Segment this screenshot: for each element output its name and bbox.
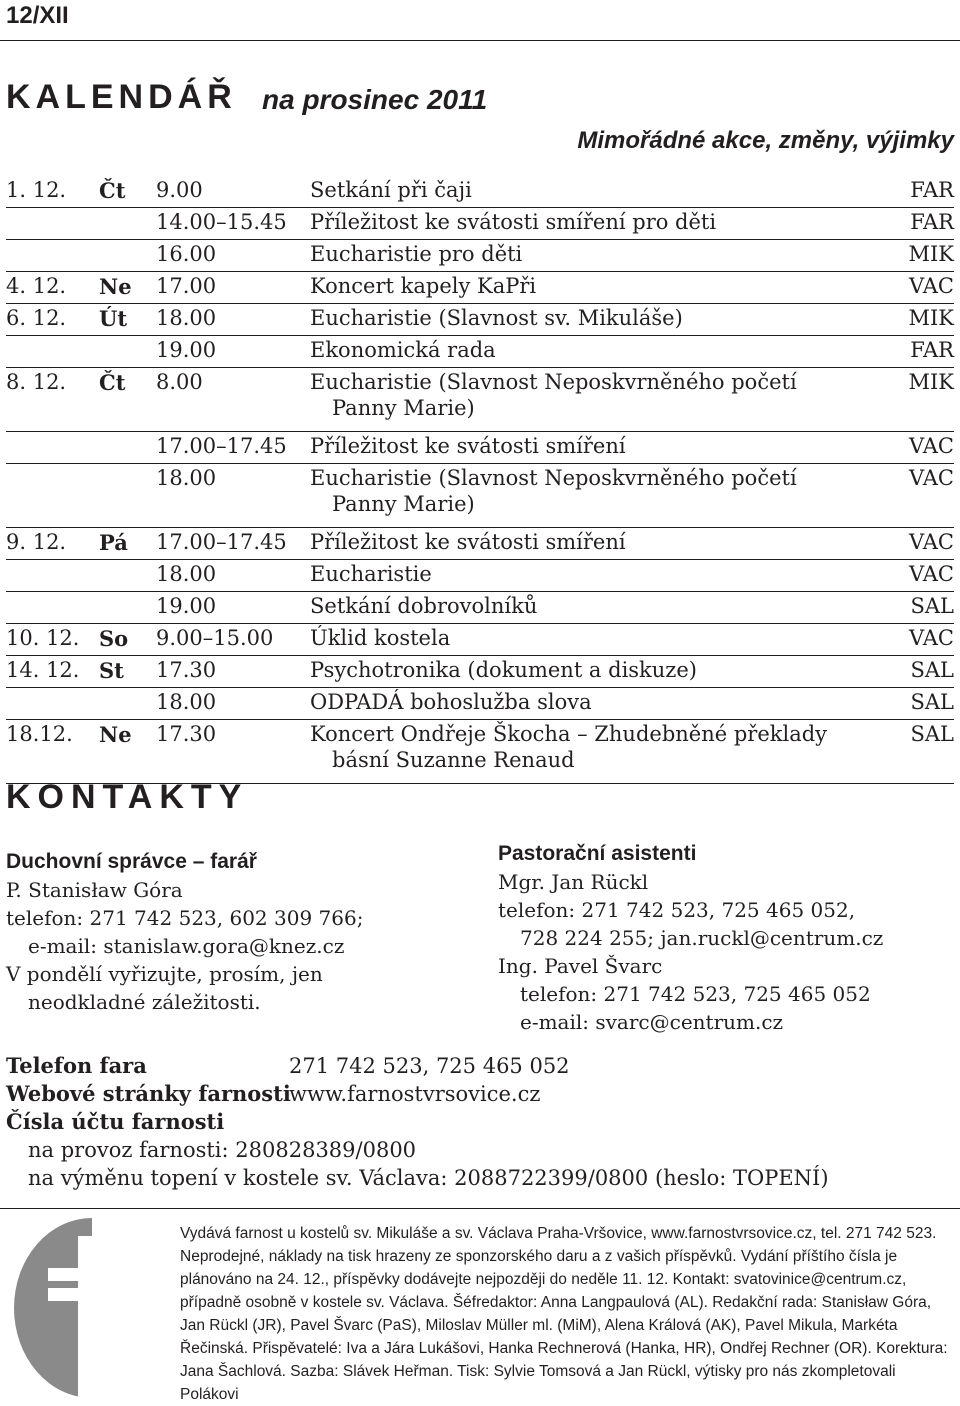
calendar-row <box>6 656 954 688</box>
calendar-time: 17.00–17.45 <box>156 434 287 458</box>
priest-contact <box>6 848 363 1016</box>
calendar-place: FAR <box>910 338 954 362</box>
calendar-place: VAC <box>909 274 954 298</box>
summary-phone-row <box>6 1052 829 1080</box>
calendar-note: Mimořádné akce, změny, výjimky <box>577 127 954 154</box>
priest-note-cont: neodkladné záležitosti. <box>28 990 261 1014</box>
calendar-day: Pá <box>99 530 128 555</box>
calendar-event-text: ODPADÁ bohoslužba slova <box>310 690 592 714</box>
calendar-date: 1. 12. <box>6 178 67 202</box>
calendar-event-text: Úklid kostela <box>310 626 451 650</box>
calendar-row <box>6 720 954 784</box>
calendar-event <box>310 306 683 330</box>
calendar-row <box>6 208 954 240</box>
calendar-date: 4. 12. <box>6 274 67 298</box>
calendar-place: FAR <box>910 210 954 234</box>
priest-note: V pondělí vyřizujte, prosím, jen <box>6 962 323 986</box>
accounts-label: Čísla účtu farnosti <box>6 1109 225 1134</box>
calendar-time: 9.00–15.00 <box>156 626 274 650</box>
calendar-event <box>310 274 536 298</box>
assistant1-phone: telefon: 271 742 523, 725 465 052, <box>498 898 856 922</box>
calendar-date: 14. 12. <box>6 658 80 682</box>
assistant2-phone: telefon: 271 742 523, 725 465 052 <box>520 982 871 1006</box>
priest-phone: telefon: 271 742 523, 602 309 766; <box>6 906 364 930</box>
calendar-place: MIK <box>908 242 954 266</box>
calendar-event <box>310 178 472 202</box>
imprint-text: Vydává farnost u kostelů sv. Mikuláše a sv. Václava Praha-Vršovice, www.farnostvrsovice.cz, tel. 271 742 523. Neprodejné, náklady na tisk hrazeny ze sponzorského daru a z vašich příspěvků. Vydání příštího čísla je plánováno na 24. 12., příspěvky dodávejte nejpozději do neděle 11. 12. Kontakt: svatovinice@centrum.cz, případně osobně v kostele sv. Václava. Šéfredaktor: Anna Langpaulová (AL). Redakční rada: Stanisław Góra, Jan Rückl (JR), Pavel Švarc (PaS), Miloslav Müller ml. (MiM), Alena Králová (AK), Pavel Mikula, Markéta Řečinská. Přispěvatelé: Iva a Jára Lukášovi, Hanka Rechnerová (Hanka, HR), Ondřej Rechner (OR). Korektura: Jana Šachlová. Sazba: Slávek Heřman. Tisk: Sylvie Tomsová a Jan Rückl, výtisky pro nás zkompletovali Polákovi <box>180 1225 948 1403</box>
calendar-day: Čt <box>99 370 126 395</box>
calendar-row <box>6 624 954 656</box>
calendar-event-cont: Panny Marie) <box>332 492 475 516</box>
calendar-time: 18.00 <box>156 690 217 714</box>
calendar-place: MIK <box>908 370 954 394</box>
calendar-event-text: Psychotronika (dokument a diskuze) <box>310 658 697 682</box>
calendar-time: 18.00 <box>156 562 217 586</box>
calendar-day: Ne <box>99 274 132 299</box>
assistants-contact <box>498 840 883 1036</box>
page-number: 12/XII <box>6 2 69 29</box>
summary-accounts-row <box>6 1108 829 1136</box>
calendar-row <box>6 368 954 432</box>
calendar-event <box>310 658 697 682</box>
calendar-event <box>310 338 496 362</box>
calendar-place: SAL <box>910 658 954 682</box>
calendar-time: 17.30 <box>156 658 217 682</box>
parish-cross-logo-icon <box>14 1218 170 1398</box>
calendar-place: SAL <box>910 690 954 714</box>
web-label: Webové stránky farnosti <box>6 1081 291 1106</box>
calendar-time: 9.00 <box>156 178 203 202</box>
calendar-event-text: Příležitost ke svátosti smíření <box>310 434 626 458</box>
calendar-subtitle: na prosinec 2011 <box>262 84 488 115</box>
calendar-date: 6. 12. <box>6 306 67 330</box>
calendar-event <box>310 626 450 650</box>
calendar-event <box>310 370 797 420</box>
phone-value: 271 742 523, 725 465 052 <box>289 1054 570 1078</box>
priest-name: P. Stanisław Góra <box>6 878 183 902</box>
calendar-day: So <box>99 626 129 651</box>
calendar-time: 14.00–15.45 <box>156 210 287 234</box>
calendar-row <box>6 688 954 720</box>
calendar-day: Út <box>99 306 128 331</box>
calendar-place: VAC <box>909 434 954 458</box>
calendar-time: 16.00 <box>156 242 217 266</box>
calendar-event <box>310 722 827 772</box>
calendar-time: 19.00 <box>156 594 217 618</box>
calendar-day: St <box>99 658 124 683</box>
assistant2-name: Ing. Pavel Švarc <box>498 954 663 978</box>
calendar-event <box>310 466 797 516</box>
calendar-event <box>310 530 626 554</box>
calendar-event <box>310 434 626 458</box>
calendar-row <box>6 272 954 304</box>
calendar-event <box>310 210 716 234</box>
calendar-day: Ne <box>99 722 132 747</box>
calendar-place: MIK <box>908 306 954 330</box>
priest-email[interactable]: e-mail: stanislaw.gora@knez.cz <box>28 934 345 958</box>
calendar-event-text: Koncert Ondřeje Škocha – Zhudebněné překlady <box>310 722 828 746</box>
assistants-heading: Pastorační asistenti <box>498 842 697 865</box>
calendar-time: 19.00 <box>156 338 217 362</box>
calendar-place: SAL <box>910 722 954 746</box>
calendar-row <box>6 304 954 336</box>
calendar-place: SAL <box>910 594 954 618</box>
calendar-row <box>6 432 954 464</box>
web-link[interactable]: www.farnostvrsovice.cz <box>289 1082 541 1106</box>
bottom-divider <box>0 1208 960 1209</box>
calendar-event-cont: Panny Marie) <box>332 396 475 420</box>
assistant2-email[interactable]: e-mail: svarc@centrum.cz <box>520 1010 784 1034</box>
calendar-date: 9. 12. <box>6 530 67 554</box>
calendar-time: 18.00 <box>156 466 217 490</box>
summary-web-row <box>6 1080 829 1108</box>
calendar-place: VAC <box>909 530 954 554</box>
calendar-event <box>310 690 592 714</box>
phone-label: Telefon fara <box>6 1053 147 1078</box>
calendar-event-text: Eucharistie pro děti <box>310 242 523 266</box>
calendar-row <box>6 592 954 624</box>
calendar-event-text: Ekonomická rada <box>310 338 496 362</box>
calendar-date: 8. 12. <box>6 370 67 394</box>
calendar-event-text: Koncert kapely KaPři <box>310 274 537 298</box>
calendar-event-text: Eucharistie (Slavnost Neposkvrněného početí <box>310 466 797 490</box>
calendar-time: 17.30 <box>156 722 217 746</box>
parish-summary <box>6 1052 829 1192</box>
calendar-row <box>6 464 954 528</box>
calendar-event <box>310 594 537 618</box>
calendar-place: VAC <box>909 562 954 586</box>
calendar-event-text: Setkání při čaji <box>310 178 472 202</box>
calendar-row <box>6 336 954 368</box>
calendar-row <box>6 240 954 272</box>
calendar-table <box>6 176 954 784</box>
calendar-date: 18.12. <box>6 722 73 746</box>
top-divider <box>0 40 960 41</box>
calendar-event-text: Eucharistie (Slavnost sv. Mikuláše) <box>310 306 683 330</box>
calendar-event <box>310 242 522 266</box>
contacts-title: KONTAKTY <box>6 778 249 816</box>
account-operations: na provoz farnosti: 280828389/0800 <box>28 1138 417 1162</box>
assistant1-phone-email[interactable]: 728 224 255; jan.ruckl@centrum.cz <box>520 926 884 950</box>
calendar-row <box>6 528 954 560</box>
calendar-place: FAR <box>910 178 954 202</box>
calendar-place: VAC <box>909 626 954 650</box>
calendar-title: KALENDÁŘ <box>6 78 237 116</box>
calendar-time: 18.00 <box>156 306 217 330</box>
priest-heading: Duchovní správce – farář <box>6 850 257 873</box>
calendar-event-cont: básní Suzanne Renaud <box>332 748 575 772</box>
account-heating: na výměnu topení v kostele sv. Václava: 2088722399/0800 (heslo: TOPENÍ) <box>28 1166 829 1190</box>
calendar-place: VAC <box>909 466 954 490</box>
calendar-row <box>6 560 954 592</box>
calendar-event-text: Příležitost ke svátosti smíření pro děti <box>310 210 717 234</box>
calendar-row <box>6 176 954 208</box>
calendar-day: Čt <box>99 178 126 203</box>
calendar-event-text: Eucharistie (Slavnost Neposkvrněného početí <box>310 370 797 394</box>
assistant1-name: Mgr. Jan Rückl <box>498 870 649 894</box>
calendar-event <box>310 562 432 586</box>
calendar-time: 17.00 <box>156 274 217 298</box>
calendar-event-text: Setkání dobrovolníků <box>310 594 538 618</box>
calendar-date: 10. 12. <box>6 626 80 650</box>
calendar-time: 8.00 <box>156 370 203 394</box>
calendar-time: 17.00–17.45 <box>156 530 287 554</box>
calendar-event-text: Příležitost ke svátosti smíření <box>310 530 626 554</box>
calendar-event-text: Eucharistie <box>310 562 432 586</box>
